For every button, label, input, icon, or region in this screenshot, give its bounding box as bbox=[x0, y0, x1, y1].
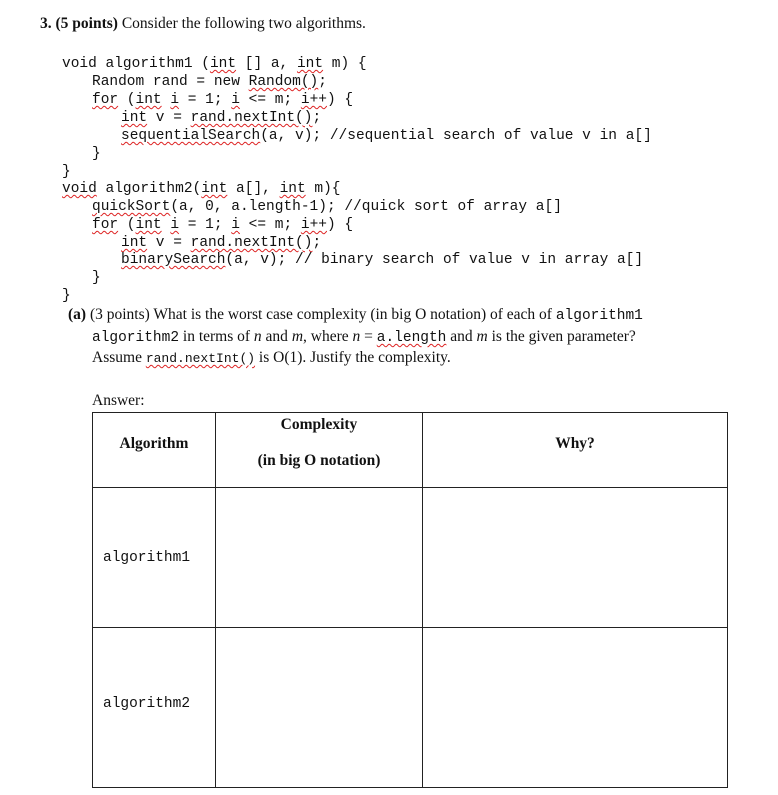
row2-complexity-cell[interactable] bbox=[216, 628, 423, 788]
code-line: for (int i = 1; i <= m; i++) { bbox=[92, 217, 354, 233]
table-header-row bbox=[93, 413, 728, 488]
header-why-cell bbox=[423, 413, 728, 488]
question-heading bbox=[40, 15, 366, 33]
code-line: sequentialSearch(a, v); //sequential search of value v in a[] bbox=[121, 128, 652, 144]
header-complexity-cell bbox=[216, 413, 423, 488]
row1-why-cell[interactable] bbox=[423, 488, 728, 628]
row2-algorithm-cell bbox=[93, 628, 216, 788]
question-points: (5 points) bbox=[55, 15, 118, 32]
code-line: int v = rand.nextInt(); bbox=[121, 235, 322, 251]
row1-algorithm: algorithm1 bbox=[103, 549, 191, 566]
header-complexity: Complexity bbox=[280, 416, 358, 433]
table-row bbox=[93, 488, 728, 628]
code-line: void algorithm1 (int [] a, int m) { bbox=[62, 56, 367, 72]
header-algorithm-cell bbox=[93, 413, 216, 488]
row2-algorithm: algorithm2 bbox=[103, 695, 191, 712]
code-brace: } bbox=[92, 146, 101, 162]
code-line: void algorithm2(int a[], int m){ bbox=[62, 181, 341, 197]
row2-why-cell[interactable] bbox=[423, 628, 728, 788]
question-text: Consider the following two algorithms. bbox=[121, 15, 366, 32]
row1-algorithm-cell bbox=[93, 488, 216, 628]
code-brace: } bbox=[92, 270, 101, 286]
row1-complexity-cell[interactable] bbox=[216, 488, 423, 628]
part-a-line-2: algorithm2 in terms of n and m, where n = a.length and m is the given parameter? bbox=[92, 328, 636, 346]
code-line: int v = rand.nextInt(); bbox=[121, 110, 322, 126]
answer-table bbox=[92, 412, 728, 788]
header-complexity-sub: (in big O notation) bbox=[257, 452, 381, 469]
code-line: Random rand = new Random(); bbox=[92, 74, 327, 90]
code-line: binarySearch(a, v); // binary search of value v in array a[] bbox=[121, 252, 644, 268]
part-a-label: (a) bbox=[68, 306, 87, 323]
code-line: quickSort(a, 0, a.length-1); //quick sort of array a[] bbox=[92, 199, 562, 215]
code-brace: } bbox=[62, 288, 71, 304]
part-a-line-1: (a) (3 points) What is the worst case complexity (in big O notation) of each of algorithm1 bbox=[68, 306, 643, 324]
code-line: for (int i = 1; i <= m; i++) { bbox=[92, 92, 354, 108]
code-brace: } bbox=[62, 164, 71, 180]
header-why: Why? bbox=[555, 435, 595, 452]
part-a-line-3: Assume rand.nextInt() is O(1). Justify the complexity. bbox=[92, 349, 451, 366]
answer-label: Answer: bbox=[92, 392, 145, 409]
table-row bbox=[93, 628, 728, 788]
question-number: 3. bbox=[40, 15, 52, 32]
header-algorithm: Algorithm bbox=[119, 435, 189, 452]
